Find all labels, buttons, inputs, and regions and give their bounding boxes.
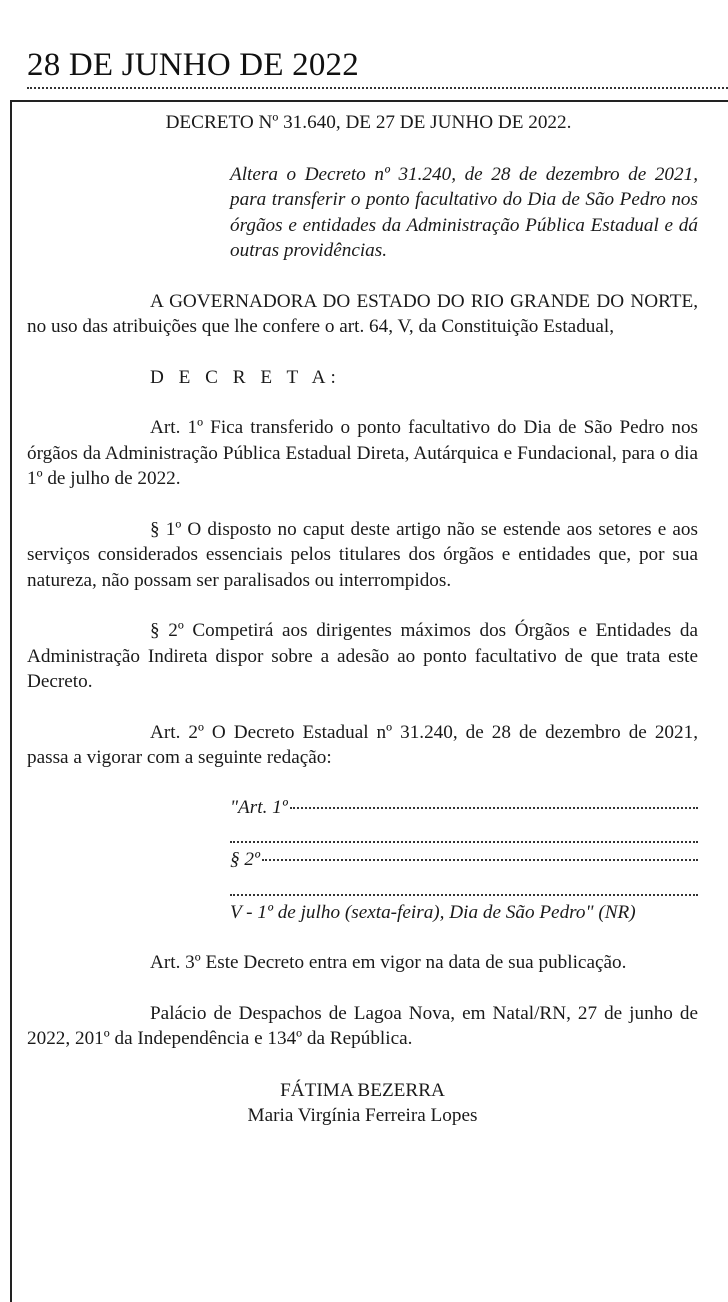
decree-ementa: Altera o Decreto nº 31.240, de 28 de dezembro de 2021, para transferir o ponto facultativo do Dia de São Pedro nos órgãos e entidades da Administração Pública Estadual e dá outras providências. [230, 163, 698, 261]
dotted-leader [290, 807, 698, 809]
page-date-header: 28 DE JUNHO DE 2022 [27, 47, 359, 83]
decree-title: DECRETO Nº 31.640, DE 27 DE JUNHO DE 2022. [165, 112, 572, 133]
signatory-governor: FÁTIMA BEZERRA [280, 1079, 445, 1101]
dotted-line [230, 816, 698, 843]
closing-paragraph: Palácio de Despachos de Lagoa Nova, em Natal/RN, 27 de junho de 2022, 201º da Independência e 134º da República. [27, 1002, 698, 1049]
article-2: Art. 2º O Decreto Estadual nº 31.240, de 28 de dezembro de 2021, passa a vigorar com a seguinte redação: [27, 721, 698, 768]
dotted-line [230, 869, 698, 896]
dotted-leader [262, 859, 698, 861]
header-dotted-rule [27, 87, 728, 89]
decree-body [27, 110, 698, 1129]
preamble-paragraph: A GOVERNADORA DO ESTADO DO RIO GRANDE DO NORTE, no uso das atribuições que lhe confere o art. 64, V, da Constituição Estadual, [27, 290, 698, 337]
quote-paragraph-label: § 2º [230, 849, 260, 870]
quote-article-label: "Art. 1º [230, 796, 288, 818]
decreta-heading: D E C R E T A: [150, 366, 341, 388]
quote-amended-item: V - 1º de julho (sexta-feira), Dia de São Pedro" (NR) [230, 901, 636, 923]
article-1: Art. 1º Fica transferido o ponto facultativo do Dia de São Pedro nos órgãos da Administração Pública Estadual Direta, Autárquica e Fundacional, para o dia 1º de julho de 2022. [27, 417, 698, 489]
article-1-paragraph-2: § 2º Competirá aos dirigentes máximos dos Órgãos e Entidades da Administração Indireta dispor sobre a adesão ao ponto facultativo de que trata este Decreto. [27, 620, 698, 692]
amended-text-quote [230, 795, 698, 926]
article-3: Art. 3º Este Decreto entra em vigor na data de sua publicação. [150, 952, 627, 973]
article-1-paragraph-1: § 1º O disposto no caput deste artigo não se estende aos setores e aos serviços considerados essenciais pelos titulares dos órgãos e entidades que, por sua natureza, não possam ser paralisados ou interrompidos. [27, 518, 698, 591]
signatory-secretary: Maria Virgínia Ferreira Lopes [247, 1105, 478, 1126]
